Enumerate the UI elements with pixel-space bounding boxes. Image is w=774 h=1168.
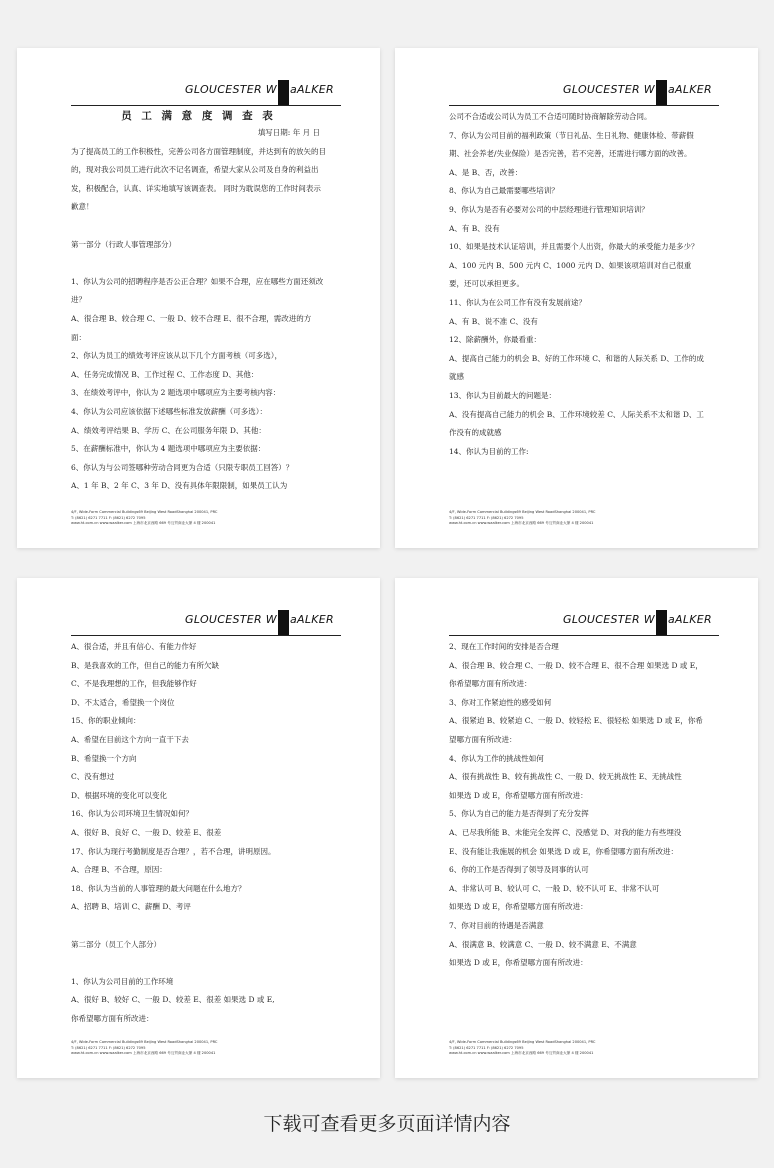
question-line: A、有 B、没有 [449,223,500,233]
page-content [71,108,326,496]
fill-date: 填写日期: 年 月 日 [257,128,320,137]
question-line: D、根据环境的变化可以变化 [71,790,168,800]
page-content [449,108,704,461]
question-line: 5、在薪酬标准中，你认为 4 题选项中哪项应为主要依据： [71,444,266,454]
company-logo: GLOUCESTER W a ALKER [563,77,712,102]
question-line: A、很合理 B、较合理 C、一般 D、较不合理 E、很不合理，需改进的方面： [71,313,312,342]
question-line: 4、你认为工作的挑战性如何 [449,753,544,763]
question-line: 14、你认为目前的工作: [449,446,529,456]
question-line: A、很合适，并且有信心、有能力作好 [71,642,197,651]
question-line: 你希望哪方面有所改进： [71,1013,154,1023]
question-line: A、很好 B、较好 C、一般 D、较差 E、很差 如果选 D 或 E, [71,995,275,1005]
section-heading: 第一部分（行政人事管理部分） [71,239,176,249]
question-line: 7、你对目前的待遇是否满意 [449,920,544,930]
question-line: A、很合理 B、较合理 C、一般 D、较不合理 E、很不合理 如果选 D 或 E，你希望哪方面有所改进： [449,660,703,689]
question-line: A、100 元内 B、500 元内 C、1000 元内 D、如果该项培训对自己很重要，还可以承担更多。 [449,260,692,289]
intro-paragraph: 为了提高员工的工作积极性，完善公司各方面管理制度，并达到有的放矢的目的，现对我公司员工进行此次不记名调查，希望大家从公司及自身的利益出发，积极配合，认真、详实地填写该调查表。 同时为耽误您的工作时间表示歉意！ [71,146,326,212]
page-content [449,638,704,973]
company-logo: GLOUCESTER W a ALKER [185,607,334,632]
question-line: A、1 年 B、2 年 C、3 年 D、没有具体年限限制，如果员工认为 [71,481,288,491]
question-line: 1、你认为公司目前的工作环境 [71,976,174,986]
question-line: A、没有提高自己能力的机会 B、工作环境较差 C、人际关系不太和谐 D、工作没有的成就感 [449,409,704,438]
question-line: A、合理 B、不合理，原因： [71,865,167,875]
question-line: 1、你认为公司的招聘程序是否公正合理？如果不合理，应在哪些方面还须改进？ [71,276,324,305]
company-logo: GLOUCESTER W a ALKER [185,77,334,102]
question-line: A、招聘 B、培训 C、薪酬 D、考评 [71,902,191,912]
question-line: 7、你认为公司目前的福利政策（节日礼品、生日礼物、健康体检、带薪假期、社会养老/失业保险）是否完善，若不完善，还需进行哪方面的改善。 [449,130,694,159]
question-line: E、没有能让我施展的机会 如果选 D 或 E，你希望哪方面有所改进： [449,846,678,856]
question-line: A、绩效考评结果 B、学历 C、在公司服务年限 D、其他： [71,425,266,435]
document-page-2 [395,48,758,548]
question-line: 如果选 D 或 E，你希望哪方面有所改进： [449,902,588,912]
download-caption[interactable]: 下载可查看更多页面详情内容 [263,1113,511,1135]
survey-title: 员 工 满 意 度 调 查 表 [121,110,276,122]
page-content [71,638,326,1028]
document-page-3 [17,578,380,1078]
question-line: 如果选 D 或 E，你希望哪方面有所改进： [449,958,588,968]
question-line: A、很好 B、良好 C、一般 D、较差 E、很差 [71,827,222,837]
question-line: D、不太适合，希望换一个岗位 [71,697,175,707]
question-line: A、希望在目前这个方向一直干下去 [71,734,189,744]
document-page-4 [395,578,758,1078]
question-line: 如果选 D 或 E，你希望哪方面有所改进： [449,790,588,800]
question-line: 3、在绩效考评中，你认为 2 题选项中哪项应为主要考核内容： [71,388,281,398]
question-line: 9、你认为是否有必要对公司的中层经理进行管理知识培训？ [449,204,649,214]
logo-block-mark [656,610,667,635]
question-line: A、有 B、说不准 C、没有 [449,316,538,326]
header-rule [71,635,341,636]
page-footer: 4/F, Wide-Form Commercial Buildings69 Beijing West RoadShanghai 200041, PRC T: (8621) 6271 7711 F: (8621) 6272 7095 www.ht.com.cn www.waalker.com 上海市北京西路 669 号互贸商业大厦 4 楼 200041 [71,1040,218,1056]
header-rule [71,105,341,106]
question-line: 6、你认为与公司签哪种劳动合同更为合适（只限专职员工回答）？ [71,462,294,472]
question-line: B、是我喜欢的工作，但自己的能力有所欠缺 [71,660,220,670]
question-line: A、已尽我所能 B、未能完全发挥 C、没感觉 D、对我的能力有些埋没 [449,827,682,837]
logo-block-mark [656,80,667,105]
question-line: B、希望换一个方向 [71,753,137,763]
question-line: 12、除薪酬外，你最看重： [449,335,542,345]
question-line: 4、你认为公司应该依据下述哪些标准发放薪酬（可多选）： [71,406,268,416]
question-line: 11、你认为在公司工作有没有发展前途？ [449,297,587,307]
question-line: 18、你认为当前的人事管理的最大问题在什么地方？ [71,883,246,893]
question-line: 15、你的职业倾向： [71,716,141,726]
page-footer: 4/F, Wide-Form Commercial Buildings69 Beijing West RoadShanghai 200041, PRC T: (8621) 6271 7711 F: (8621) 6272 7095 www.ht.com.cn www.waalker.com 上海市北京西路 669 号互贸商业大厦 4 楼 200041 [449,510,596,526]
question-line: 16、你认为公司环境卫生情况如何？ [71,809,194,819]
question-line: 5、你认为自己的能力是否得到了充分发挥 [449,809,589,819]
document-page-1 [17,48,380,548]
page-footer: 4/F, Wide-Form Commercial Buildings69 Beijing West RoadShanghai 200041, PRC T: (8621) 6271 7711 F: (8621) 6272 7095 www.ht.com.cn www.waalker.com 上海市北京西路 669 号互贸商业大厦 4 楼 200041 [71,510,218,526]
question-line: 2、你认为员工的绩效考评应该从以下几个方面考核（可多选）， [71,351,283,361]
question-line: C、不是我理想的工作，但我能够作好 [71,679,197,689]
question-line: 2、现在工作时间的安排是否合理 [449,642,559,651]
question-line: A、很紧迫 B、较紧迫 C、一般 D、较轻松 E、很轻松 如果选 D 或 E，你希望哪方面有所改进： [449,716,703,744]
page-footer: 4/F, Wide-Form Commercial Buildings69 Beijing West RoadShanghai 200041, PRC T: (8621) 6271 7711 F: (8621) 6272 7095 www.ht.com.cn www.waalker.com 上海市北京西路 669 号互贸商业大厦 4 楼 200041 [449,1040,596,1056]
question-line: 10、如果是技术认证培训，并且需要个人出资，你最大的承受能力是多少？ [449,242,699,252]
question-line: A、很满意 B、较满意 C、一般 D、较不满意 E、不满意 [449,939,637,949]
question-line: A、提高自己能力的机会 B、好的工作环境 C、和谐的人际关系 D、工作的成就感 [449,353,704,382]
logo-block-mark [278,610,289,635]
question-line: 公司不合适或公司认为员工不合适可随时协商解除劳动合同。 [449,112,652,121]
section-heading: 第二部分（员工个人部分） [71,939,161,949]
logo-block-mark [278,80,289,105]
question-line: A、是 B、否，改善： [449,167,523,177]
company-logo: GLOUCESTER W a ALKER [563,607,712,632]
question-line: A、非常认可 B、较认可 C、一般 D、较不认可 E、非常不认可 [449,883,660,893]
question-line: C、没有想过 [71,772,115,782]
question-line: 17、你认为现行考勤制度是否合理？，若不合理，讲明原因。 [71,846,276,856]
question-line: A、任务完成情况 B、工作过程 C、工作态度 D、其他： [71,369,259,379]
question-line: 8、你认为自己最需要哪些培训？ [449,186,559,196]
question-line: 3、你对工作紧迫性的感受如何 [449,697,552,707]
question-line: 13、你认为目前最大的问题是： [449,390,557,400]
question-line: 6、你的工作是否得到了领导及同事的认可 [449,865,589,875]
header-rule [449,105,719,106]
question-line: A、很有挑战性 B、较有挑战性 C、一般 D、较无挑战性 E、无挑战性 [449,772,682,782]
header-rule [449,635,719,636]
